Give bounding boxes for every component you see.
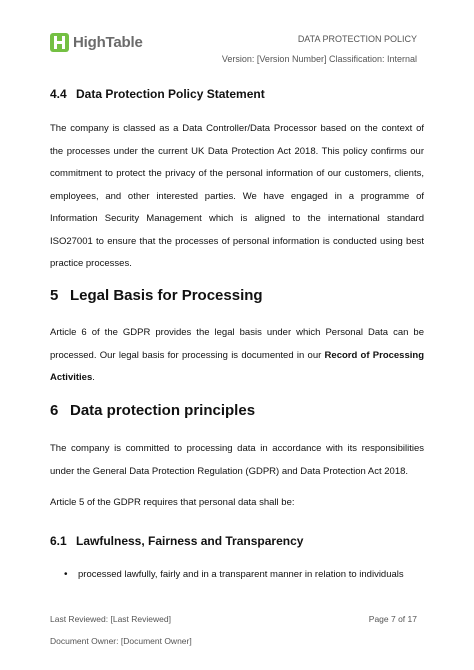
company-logo: [50, 33, 143, 52]
legal-basis-end: .: [92, 372, 95, 383]
bullet-text: processed lawfully, fairly and in a transparent manner in relation to individuals: [78, 569, 404, 580]
logo-text: HighTable: [73, 34, 143, 51]
heading-6-1: [50, 534, 303, 548]
record-of-processing-reference: Record of Processing Activities: [50, 349, 424, 383]
paragraph-commitment: The company is committed to processing data in accordance with its responsibilities under the General Data Protection Regulation (GDPR) and Data Protection Act 2018.: [50, 443, 424, 477]
section-title: Legal Basis for Processing: [70, 287, 263, 304]
section-title: Data protection principles: [70, 402, 256, 419]
footer-document-owner: Document Owner: [Document Owner]: [50, 636, 192, 646]
heading-6: [50, 402, 255, 419]
legal-basis-text: Article 6 of the GDPR provides the legal basis under which Personal Data can be processed. Our legal basis for processing is documented in our: [50, 327, 424, 361]
section-number: 6: [50, 402, 59, 419]
footer-last-reviewed: Last Reviewed: [Last Reviewed]: [50, 614, 171, 624]
section-number: 6.1: [50, 534, 67, 548]
section-title: Lawfulness, Fairness and Transparency: [76, 534, 304, 548]
section-number: 4.4: [50, 87, 67, 101]
section-title: Data Protection Policy Statement: [76, 87, 265, 101]
hightable-logo-icon: [50, 33, 69, 52]
heading-5: [50, 287, 263, 304]
heading-4-4: [50, 87, 265, 101]
paragraph-legal-basis: [50, 322, 424, 390]
footer-page-number: Page 7 of 17: [368, 614, 417, 624]
document-title: DATA PROTECTION POLICY: [297, 34, 417, 44]
section-number: 5: [50, 287, 59, 304]
paragraph-policy-statement: The company is classed as a Data Controller/Data Processor based on the context of the processes under the current UK Data Protection Act 2018. This policy confirms our commitment to protect the privacy of the personal information of our customers, clients, employees, and other interested parties. We have engaged in a programme of Information Security Management which is aligned to the international standard ISO27001 to ensure that the processes of personal information is conducted using best practice processes.: [50, 123, 424, 269]
bullet-item: [64, 569, 404, 580]
version-classification: Version: [Version Number] Classification: Internal: [221, 54, 417, 64]
paragraph-article-5: Article 5 of the GDPR requires that personal data shall be:: [50, 497, 295, 508]
bullet-icon: •: [64, 569, 68, 580]
